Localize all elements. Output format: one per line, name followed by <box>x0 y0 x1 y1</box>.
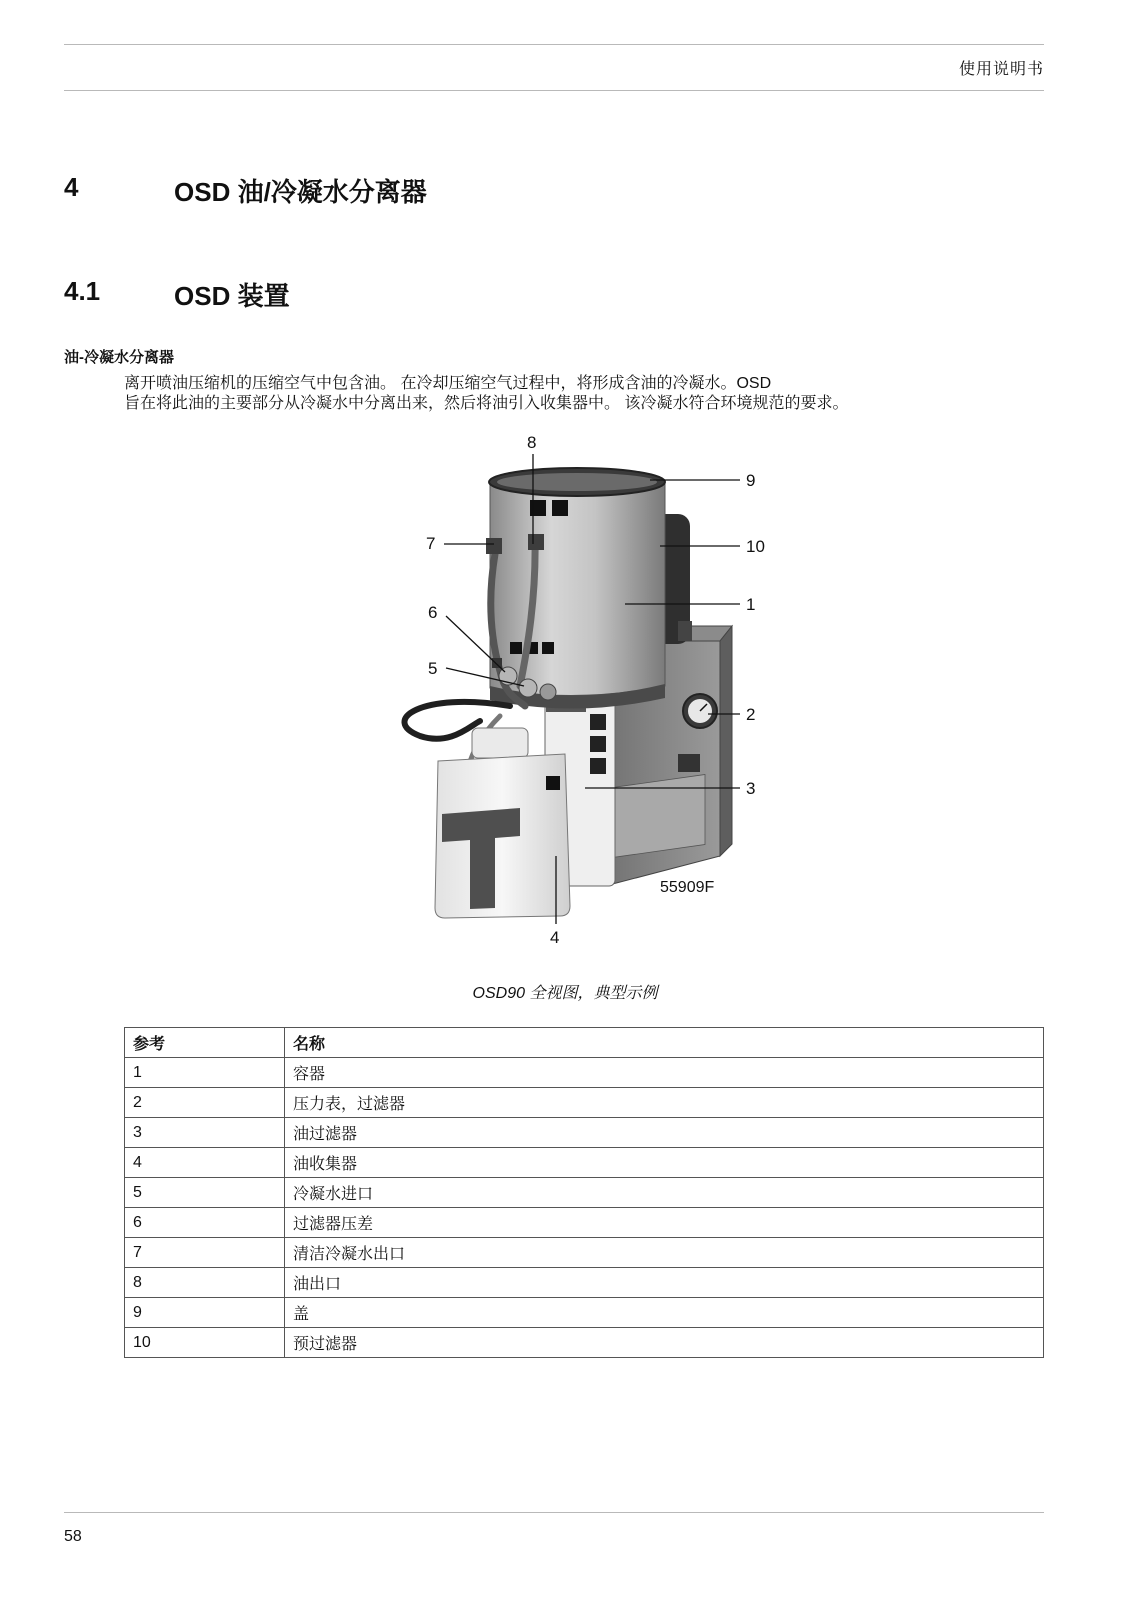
header-cell-ref: 参考 <box>125 1028 285 1058</box>
name-cell: 盖 <box>285 1298 1044 1328</box>
table-row <box>125 1148 1044 1178</box>
reference-table <box>124 1027 1044 1358</box>
ref-cell: 3 <box>125 1118 285 1148</box>
oil-collector-bottle <box>435 728 570 918</box>
table-row <box>125 1118 1044 1148</box>
ref-cell: 4 <box>125 1148 285 1178</box>
callout-7: 7 <box>426 534 436 553</box>
callout-2: 2 <box>746 705 756 724</box>
ref-cell: 7 <box>125 1238 285 1268</box>
section-number: 4 <box>64 172 79 202</box>
table-row <box>125 1058 1044 1088</box>
callout-8: 8 <box>527 436 537 452</box>
name-cell: 油收集器 <box>285 1148 1044 1178</box>
ref-cell: 2 <box>125 1088 285 1118</box>
section-title: OSD 油/冷凝水分离器 <box>174 177 427 207</box>
callout-5: 5 <box>428 659 438 678</box>
pressure-gauge <box>683 694 717 728</box>
ref-cell: 8 <box>125 1268 285 1298</box>
subheading: 油-冷凝水分离器 <box>64 349 174 366</box>
callout-4: 4 <box>550 928 560 947</box>
name-cell: 清洁冷凝水出口 <box>285 1238 1044 1268</box>
header-title: 使用说明书 <box>958 61 1044 78</box>
ref-cell: 10 <box>125 1328 285 1358</box>
header-bottom-rule <box>64 90 1044 91</box>
name-cell: 油出口 <box>285 1268 1044 1298</box>
name-cell: 预过滤器 <box>285 1328 1044 1358</box>
paragraph-line-1: 离开喷油压缩机的压缩空气中包含油。 在冷却压缩空气过程中，将形成含油的冷凝水。OSD <box>124 375 772 392</box>
table-row <box>125 1268 1044 1298</box>
table-row <box>125 1208 1044 1238</box>
header-cell-name: 名称 <box>285 1028 1044 1058</box>
table-row <box>125 1298 1044 1328</box>
subsection-number: 4.1 <box>64 276 101 306</box>
ref-cell: 1 <box>125 1058 285 1088</box>
table-row <box>125 1178 1044 1208</box>
ref-cell: 6 <box>125 1208 285 1238</box>
callout-1: 1 <box>746 595 756 614</box>
name-cell: 油过滤器 <box>285 1118 1044 1148</box>
table-header-row <box>125 1028 1044 1058</box>
table-row <box>125 1088 1044 1118</box>
osd-unit-figure <box>360 436 800 956</box>
name-cell: 过滤器压差 <box>285 1208 1044 1238</box>
ref-cell: 9 <box>125 1298 285 1328</box>
name-cell: 压力表，过滤器 <box>285 1088 1044 1118</box>
name-cell: 容器 <box>285 1058 1044 1088</box>
figure-caption: OSD90 全视图，典型示例 <box>472 985 658 1002</box>
figure-image-code: 55909F <box>660 879 715 896</box>
header-top-rule <box>64 44 1044 45</box>
callout-3: 3 <box>746 779 756 798</box>
table-row <box>125 1328 1044 1358</box>
footer-rule <box>64 1512 1044 1513</box>
name-cell: 冷凝水进口 <box>285 1178 1044 1208</box>
page-number: 58 <box>64 1528 82 1545</box>
callout-9: 9 <box>746 471 756 490</box>
paragraph-line-2: 旨在将此油的主要部分从冷凝水中分离出来，然后将油引入收集器中。 该冷凝水符合环境规范的要求。 <box>124 395 849 412</box>
ref-cell: 5 <box>125 1178 285 1208</box>
table-row <box>125 1238 1044 1268</box>
callout-6: 6 <box>428 603 438 622</box>
callout-10: 10 <box>746 537 765 556</box>
subsection-title: OSD 装置 <box>174 281 290 311</box>
